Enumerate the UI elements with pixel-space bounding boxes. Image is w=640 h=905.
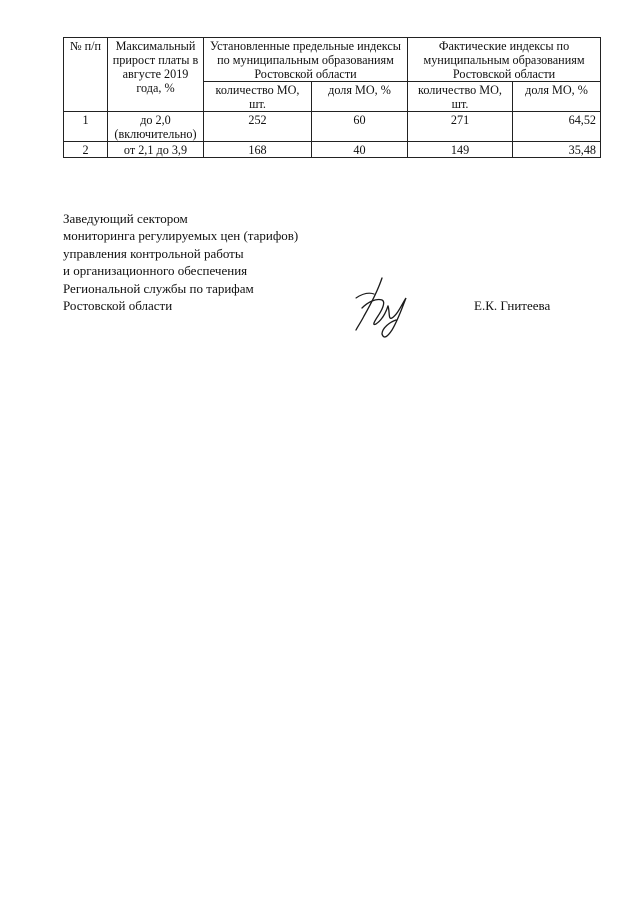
header-established-count: количество МО, шт. (204, 82, 312, 112)
signer-name: Е.К. Гнитеева (474, 298, 551, 313)
row-established-share: 40 (312, 142, 408, 158)
header-actual-group: Фактические индексы по муниципальным образованиям Ростовской области (408, 38, 601, 82)
handwritten-signature (352, 272, 416, 344)
position-line: мониторинга регулируемых цен (тарифов) (63, 228, 299, 244)
row-num: 1 (64, 112, 108, 142)
row-actual-count: 271 (408, 112, 513, 142)
position-line: Заведующий сектором (63, 211, 188, 226)
row-range: от 2,1 до 3,9 (108, 142, 204, 158)
header-established-group: Установленные предельные индексы по муниципальным образованиям Ростовской области (204, 38, 408, 82)
table-header-row-1 (64, 38, 601, 82)
header-max-growth: Максимальный прирост платы в августе 2019 года, % (108, 38, 204, 112)
position-line: и организационного обеспечения (63, 263, 248, 279)
row-actual-count: 149 (408, 142, 513, 158)
position-line: Региональной службы по тарифам (63, 280, 254, 296)
table-row (64, 142, 601, 158)
position-line: управления контрольной работы (63, 245, 244, 261)
table-row (64, 112, 601, 142)
row-established-share: 60 (312, 112, 408, 142)
row-range: до 2,0 (включительно) (108, 112, 204, 142)
row-established-count: 168 (204, 142, 312, 158)
header-established-share: доля МО, % (312, 82, 408, 112)
row-actual-share: 64,52 (513, 112, 601, 142)
header-actual-share: доля МО, % (513, 82, 601, 112)
row-established-count: 252 (204, 112, 312, 142)
indices-table (63, 37, 601, 158)
signatory-position (63, 210, 298, 314)
header-num: № п/п (64, 38, 108, 112)
row-actual-share: 35,48 (513, 142, 601, 158)
row-num: 2 (64, 142, 108, 158)
header-actual-count: количество МО, шт. (408, 82, 513, 112)
position-line: Ростовской области (63, 298, 173, 314)
